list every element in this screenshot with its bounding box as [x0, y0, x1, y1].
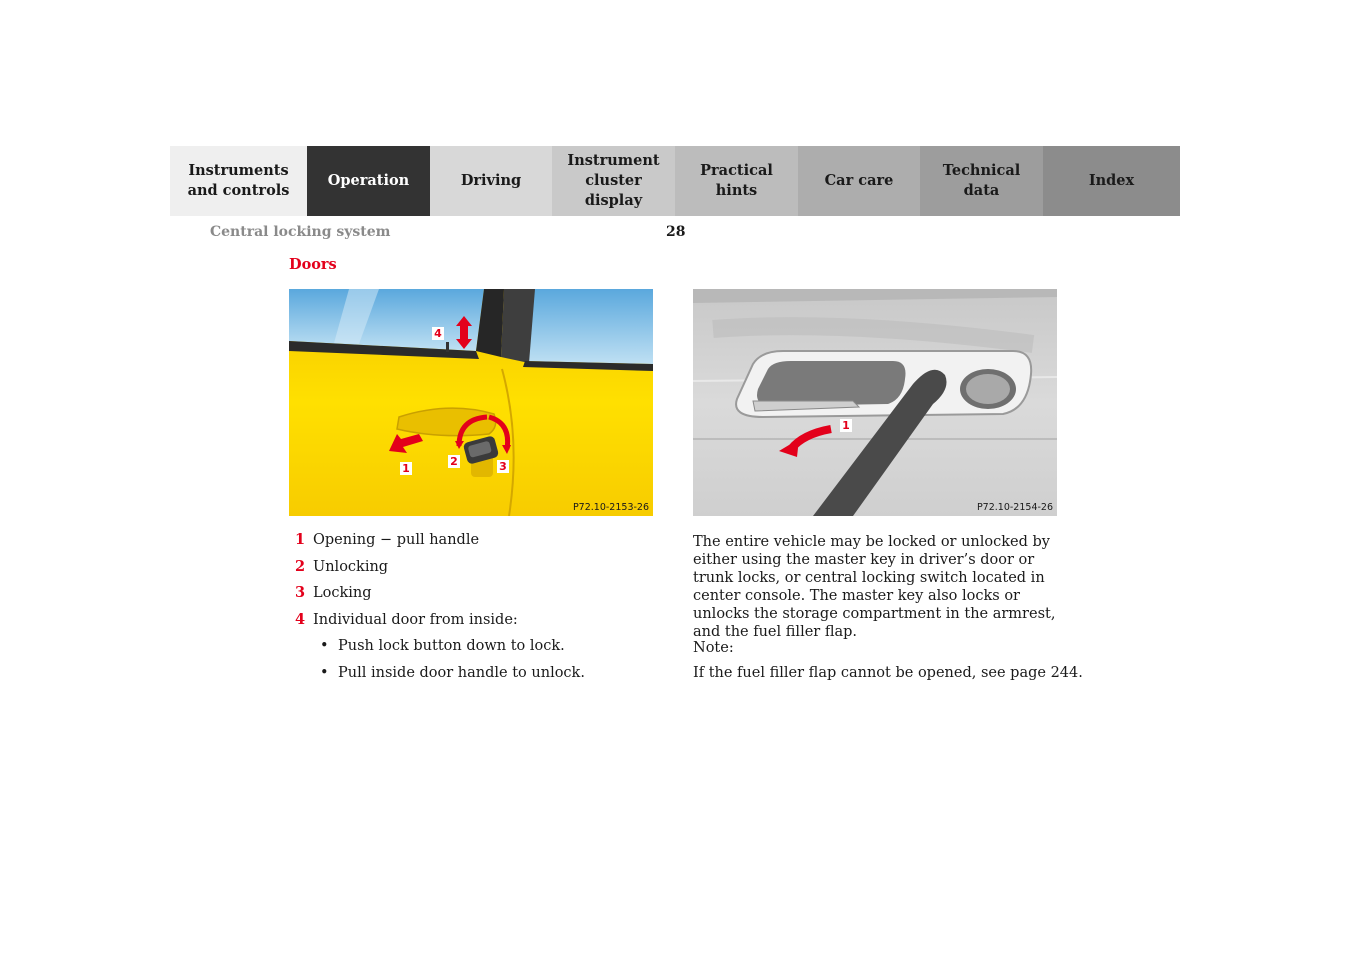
legend-item	[289, 557, 669, 584]
callout-3: 3	[497, 460, 509, 473]
legend-text: Unlocking	[313, 558, 389, 575]
legend-number: 4	[295, 610, 306, 628]
note-text: If the fuel filler flap cannot be opened, see page 244.	[693, 665, 1083, 681]
door-exterior-drawing	[289, 289, 653, 516]
figure-code: P72.10-2153-26	[572, 502, 649, 513]
tab-instrument-cluster-display[interactable]: Instrument cluster display	[552, 146, 675, 216]
legend-list	[289, 530, 669, 689]
legend-text: Locking	[313, 585, 372, 601]
tab-driving[interactable]: Driving	[430, 146, 552, 216]
door-interior-drawing	[693, 289, 1057, 516]
legend-text: Individual door from inside:	[313, 611, 518, 628]
bullet-item	[289, 636, 669, 663]
legend-item	[289, 530, 669, 557]
legend-number: 1	[295, 531, 306, 548]
callout-2: 2	[448, 455, 460, 468]
legend-item	[289, 610, 669, 637]
callout-1: 1	[400, 462, 412, 475]
legend-item	[289, 583, 669, 610]
chapter-tabs	[170, 146, 1180, 216]
bullet-text: Push lock button down to lock.	[338, 638, 565, 654]
interior-handle-illustration	[693, 289, 1057, 516]
tab-practical-hints[interactable]: Practical hints	[675, 146, 798, 216]
legend-number: 3	[295, 584, 306, 601]
bullet-dot: •	[320, 664, 329, 681]
callout-4: 4	[432, 327, 444, 340]
tab-operation[interactable]: Operation	[307, 146, 430, 216]
callout-1: 1	[840, 419, 852, 432]
body-paragraph: The entire vehicle may be locked or unlocked by either using the master key in driver’s door or trunk locks, or central locking switch located in center console. The master key also locks or unlocks the storage compartment in the armrest, and the fuel filler flap.	[693, 534, 1056, 640]
doors-heading: Doors	[289, 256, 337, 273]
door-key-illustration	[289, 289, 653, 516]
bullet-text: Pull inside door handle to unlock.	[338, 664, 585, 681]
bullet-item	[289, 663, 669, 690]
figure-code: P72.10-2154-26	[976, 502, 1053, 513]
page-number: 28	[666, 224, 686, 240]
note-label: Note:	[693, 640, 734, 656]
tab-instruments-and-controls[interactable]: Instruments and controls	[170, 146, 307, 216]
tab-index[interactable]: Index	[1043, 146, 1180, 216]
bullet-dot: •	[320, 638, 329, 654]
legend-number: 2	[295, 557, 306, 575]
section-title: Central locking system	[210, 224, 391, 240]
tab-car-care[interactable]: Car care	[798, 146, 920, 216]
tab-technical-data[interactable]: Technical data	[920, 146, 1043, 216]
legend-text: Opening − pull handle	[313, 532, 480, 548]
